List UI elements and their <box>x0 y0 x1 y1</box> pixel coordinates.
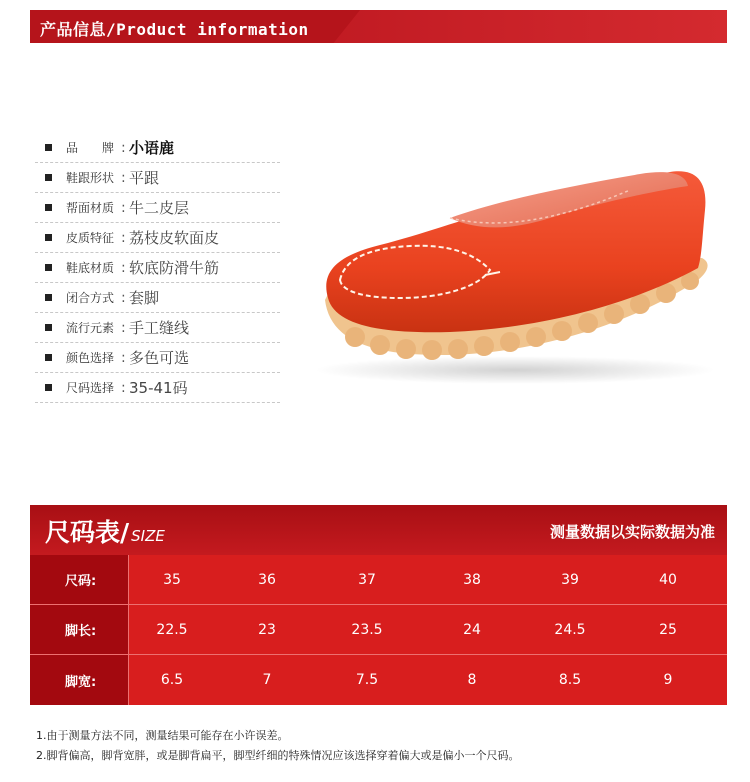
attribute-row: 闭合方式 : 套脚 <box>35 283 280 313</box>
attribute-label: 闭合方式 <box>66 291 115 305</box>
table-cell: 35 <box>163 571 181 588</box>
table-cell: 22.5 <box>156 621 188 638</box>
attribute-value: 平跟 <box>129 169 160 187</box>
attribute-label: 颜色选择 <box>66 351 115 365</box>
attribute-label: 品 牌 <box>66 141 115 155</box>
attribute-label: 皮质特征 <box>66 231 115 245</box>
attribute-row: 鞋底材质 : 软底防滑牛筋 <box>35 253 280 283</box>
attribute-label: 流行元素 <box>66 321 115 335</box>
row-label: 脚宽: <box>30 655 128 705</box>
table-row <box>30 555 727 605</box>
attribute-row: 帮面材质 : 牛二皮层 <box>35 193 280 223</box>
attribute-value: 手工缝线 <box>129 319 190 337</box>
bullet-icon <box>45 174 52 181</box>
product-image <box>300 150 730 390</box>
row-label: 尺码: <box>30 555 128 604</box>
table-cell: 23.5 <box>351 621 383 638</box>
size-table <box>30 555 727 705</box>
banner-title: 产品信息/Product information <box>40 20 309 39</box>
row-label: 脚长: <box>30 605 128 654</box>
attribute-value: 35-41码 <box>129 379 188 397</box>
table-cell: 8 <box>467 672 477 688</box>
size-chart-title: 尺码表/ SIZE <box>45 518 165 547</box>
table-cell: 8.5 <box>558 672 582 688</box>
attribute-value: 荔枝皮软面皮 <box>129 229 220 247</box>
table-cell: 23 <box>258 621 276 638</box>
attribute-value: 多色可选 <box>129 349 190 367</box>
shoe-shadow <box>315 356 715 384</box>
attribute-row: 流行元素 : 手工缝线 <box>35 313 280 343</box>
bullet-icon <box>45 294 52 301</box>
bullet-icon <box>45 144 52 151</box>
footnote: 2.脚背偏高，脚背宽胖，或是脚背扁平，脚型纤细的特殊情况应该选择穿着偏大或是偏小一个尺码。 <box>36 749 520 762</box>
bullet-icon <box>45 384 52 391</box>
table-cell: 40 <box>659 571 677 588</box>
table-cell: 6.5 <box>160 672 184 688</box>
attribute-row: 颜色选择 : 多色可选 <box>35 343 280 373</box>
size-chart-note: 测量数据以实际数据为准 <box>549 523 715 541</box>
table-cell: 24 <box>463 621 481 638</box>
attribute-list <box>35 133 280 403</box>
product-info-banner <box>30 10 727 43</box>
size-chart-subtitle: SIZE <box>131 527 165 545</box>
table-cell: 38 <box>463 571 481 588</box>
attribute-row: 尺码选择 : 35-41码 <box>35 373 280 403</box>
attribute-value: 小语鹿 <box>129 139 175 157</box>
attribute-value: 软底防滑牛筋 <box>129 259 220 277</box>
table-row <box>30 655 727 705</box>
attribute-value: 牛二皮层 <box>129 199 190 217</box>
attribute-label: 鞋跟形状 <box>66 171 115 185</box>
footnote: 1.由于测量方法不同，测量结果可能存在小许误差。 <box>36 729 289 742</box>
table-cell: 7.5 <box>355 672 379 688</box>
footnotes <box>36 726 520 766</box>
bullet-icon <box>45 324 52 331</box>
attribute-row: 品 牌 : 小语鹿 <box>35 133 280 163</box>
table-row <box>30 605 727 655</box>
bullet-icon <box>45 234 52 241</box>
table-cell: 24.5 <box>554 621 586 638</box>
table-cell: 25 <box>659 621 677 638</box>
bullet-icon <box>45 354 52 361</box>
size-chart-header <box>30 505 727 555</box>
bullet-icon <box>45 264 52 271</box>
attribute-label: 鞋底材质 <box>66 261 115 275</box>
attribute-value: 套脚 <box>129 289 160 307</box>
table-cell: 9 <box>663 672 673 688</box>
attribute-label: 尺码选择 <box>66 381 115 395</box>
bullet-icon <box>45 204 52 211</box>
attribute-row: 皮质特征 : 荔枝皮软面皮 <box>35 223 280 253</box>
table-cell: 36 <box>258 571 276 588</box>
table-cell: 39 <box>561 571 579 588</box>
attribute-label: 帮面材质 <box>66 201 115 215</box>
attribute-row: 鞋跟形状 : 平跟 <box>35 163 280 193</box>
table-cell: 37 <box>358 571 376 588</box>
table-cell: 7 <box>262 672 272 688</box>
